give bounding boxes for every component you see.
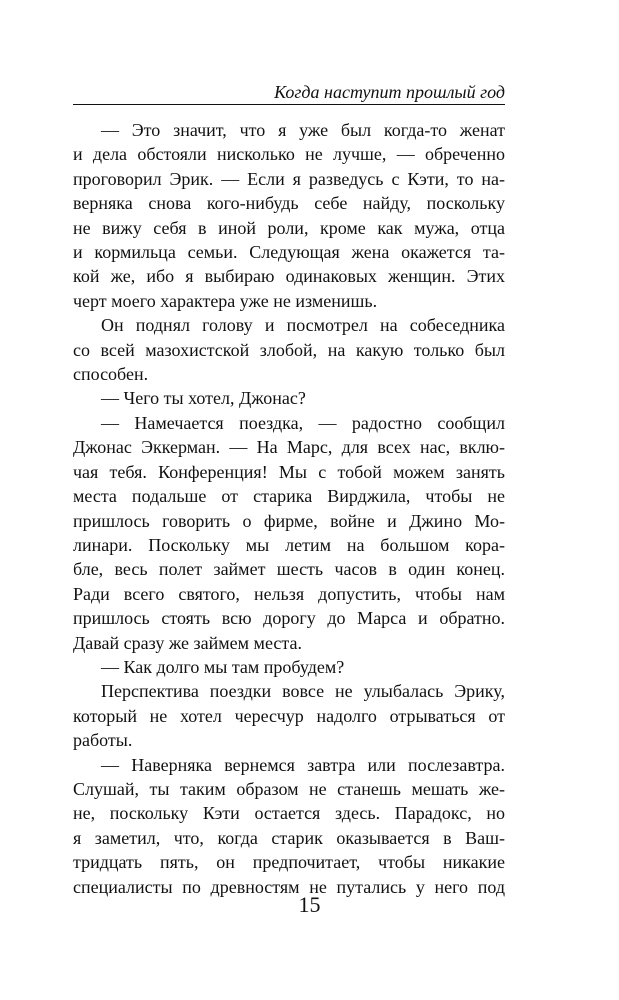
text-line: работы. bbox=[73, 730, 133, 751]
text-line: и дела обстояли нисколько не лучше, — обреченно bbox=[73, 144, 505, 165]
text-line: чая тебя. Конференция! Мы с тобой можем занять bbox=[73, 461, 505, 482]
text-line: не, поскольку Кэти остается здесь. Парадокс, но bbox=[73, 803, 505, 824]
page-number: 15 bbox=[298, 892, 321, 917]
running-header: Когда наступит прошлый год bbox=[274, 82, 505, 102]
body-text bbox=[73, 118, 505, 899]
text-line: линари. Поскольку мы летим на большом кора- bbox=[73, 534, 505, 555]
paragraph bbox=[73, 655, 505, 679]
paragraph bbox=[73, 679, 505, 752]
text-line: тридцать пять, он предпочитает, чтобы никакие bbox=[73, 852, 505, 873]
text-line: — Намечается поездка, — радостно сообщил bbox=[101, 412, 505, 433]
text-line: черт моего характера уже не изменишь. bbox=[73, 290, 378, 311]
paragraph bbox=[73, 386, 505, 410]
text-line: способен. bbox=[73, 364, 149, 385]
text-line: Перспектива поездки вовсе не улыбалась Эрику, bbox=[101, 681, 505, 702]
text-line: верняка снова кого-нибудь себе найду, поскольку bbox=[73, 193, 505, 214]
text-line: места подальше от старика Вирджила, чтобы не bbox=[73, 486, 505, 507]
text-line: я заметил, что, когда старик оказывается в Ваш- bbox=[73, 827, 505, 848]
paragraph bbox=[73, 411, 505, 655]
text-line: Джонас Эккерман. — На Марс, для всех нас, вклю- bbox=[73, 437, 505, 458]
text-line: пришлось говорить о фирме, войне и Джино Мо- bbox=[73, 510, 505, 531]
text-line: и кормильца семьи. Следующая жена окажется та- bbox=[73, 242, 505, 263]
text-line: пришлось стоять всю дорогу до Марса и обратно. bbox=[73, 608, 505, 629]
text-line: — Наверняка вернемся завтра или послезавтра. bbox=[101, 754, 505, 775]
text-line: который не хотел чересчур надолго отрываться от bbox=[73, 705, 505, 726]
paragraph bbox=[73, 313, 505, 386]
text-line: Ради всего святого, нельзя допустить, чтобы нам bbox=[73, 583, 505, 604]
text-line: Он поднял голову и посмотрел на собеседника bbox=[101, 315, 505, 336]
text-line: — Чего ты хотел, Джонас? bbox=[101, 388, 306, 409]
text-line: не вижу себя в иной роли, кроме как мужа, отца bbox=[73, 217, 505, 238]
text-line: бле, весь полет займет шесть часов в один конец. bbox=[73, 559, 505, 580]
text-line: Давай сразу же займем места. bbox=[73, 632, 302, 653]
text-line: специалисты по древностям не путались у него под bbox=[73, 876, 505, 897]
text-line: — Это значит, что я уже был когда-то женат bbox=[101, 120, 505, 140]
paragraph bbox=[73, 118, 505, 313]
paragraph bbox=[73, 753, 505, 899]
header-rule bbox=[73, 104, 505, 105]
text-line: Слушай, ты таким образом не станешь мешать же- bbox=[73, 778, 505, 799]
text-line: — Как долго мы там пробудем? bbox=[101, 656, 345, 677]
text-line: со всей мазохистской злобой, на какую только был bbox=[73, 339, 505, 360]
text-line: проговорил Эрик. — Если я разведусь с Кэти, то на- bbox=[73, 168, 505, 189]
text-line: кой же, ибо я выбираю одинаковых женщин. Этих bbox=[73, 266, 505, 287]
